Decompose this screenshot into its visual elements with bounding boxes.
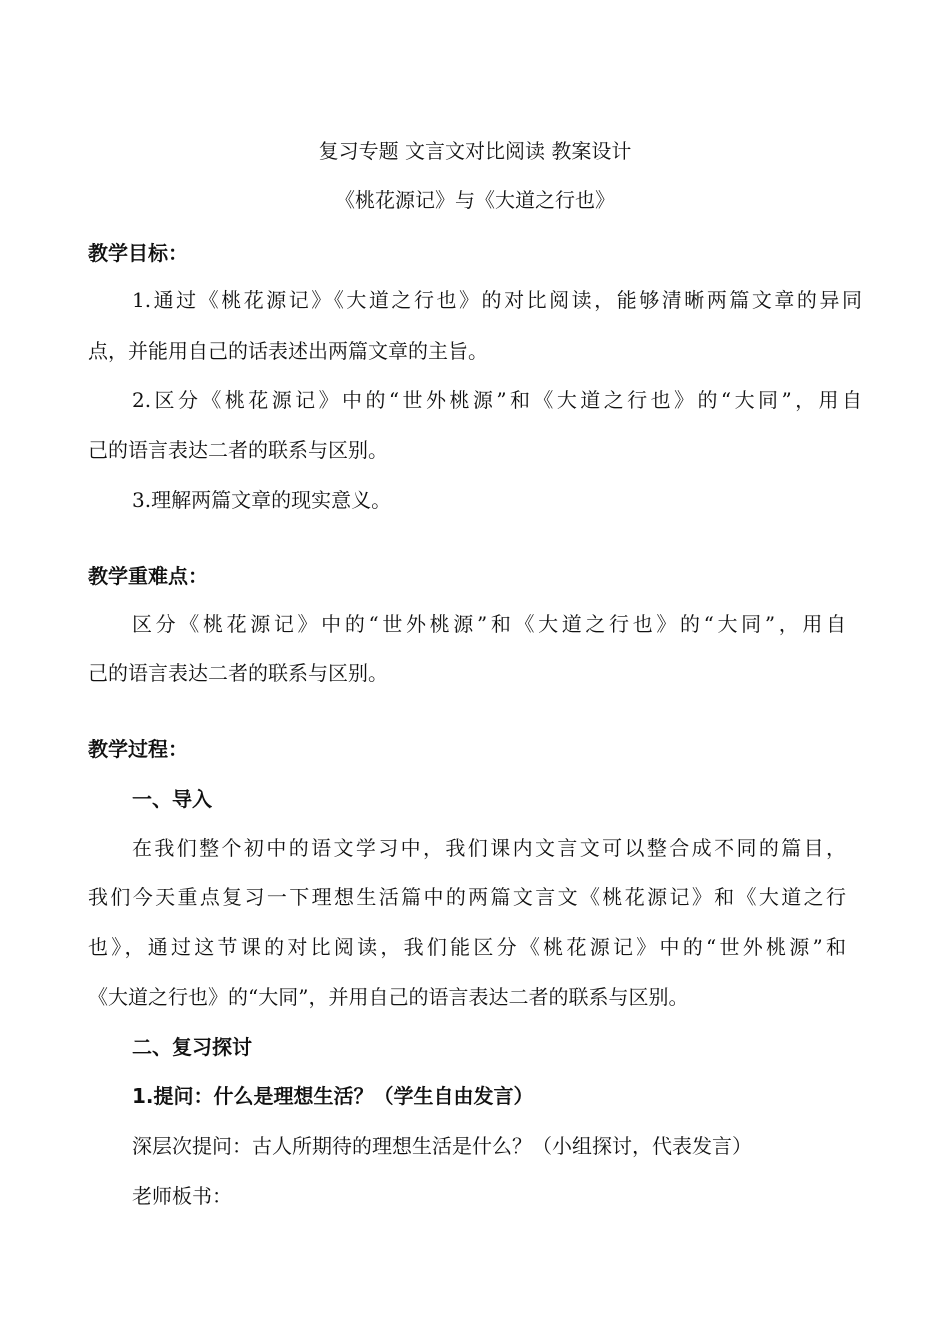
objective-3: 3.理解两篇文章的现实意义。 — [132, 488, 392, 512]
intro-line-4: 《大道之行也》的“大同”，并用自己的语言表达二者的联系与区别。 — [88, 985, 689, 1009]
intro-line-1: 在我们整个初中的语文学习中，我们课内文言文可以整合成不同的篇目， — [132, 836, 846, 860]
process-heading: 教学过程： — [88, 737, 188, 761]
objective-1-line-1: 1.通过《桃花源记》《大道之行也》的对比阅读，能够清晰两篇文章的异同 — [132, 288, 862, 312]
key-points-line-1: 区分《桃花源记》中的“世外桃源”和《大道之行也》的“大同”，用自 — [132, 612, 846, 636]
question-1: 1.提问：什么是理想生活？（学生自由发言） — [132, 1084, 534, 1108]
key-points-heading: 教学重难点： — [88, 564, 208, 588]
section-1-heading: 一、导入 — [132, 787, 212, 811]
key-points-line-2: 己的语言表达二者的联系与区别。 — [88, 661, 388, 685]
question-2: 深层次提问：古人所期待的理想生活是什么？（小组探讨，代表发言） — [132, 1134, 752, 1158]
intro-line-3: 也》，通过这节课的对比阅读，我们能区分《桃花源记》中的“世外桃源”和 — [88, 935, 846, 959]
document-subtitle: 《桃花源记》与《大道之行也》 — [335, 188, 615, 212]
objective-1-line-2: 点，并能用自己的话表述出两篇文章的主旨。 — [88, 339, 488, 363]
objective-2-line-1: 2.区分《桃花源记》中的“世外桃源”和《大道之行也》的“大同”，用自 — [132, 388, 862, 412]
section-2-heading: 二、复习探讨 — [132, 1035, 252, 1059]
document-title: 复习专题 文言文对比阅读 教案设计 — [318, 139, 632, 163]
objective-2-line-2: 己的语言表达二者的联系与区别。 — [88, 438, 388, 462]
objectives-heading: 教学目标： — [88, 241, 188, 265]
board-label: 老师板书： — [132, 1184, 232, 1208]
intro-line-2: 我们今天重点复习一下理想生活篇中的两篇文言文《桃花源记》和《大道之行 — [88, 885, 846, 909]
